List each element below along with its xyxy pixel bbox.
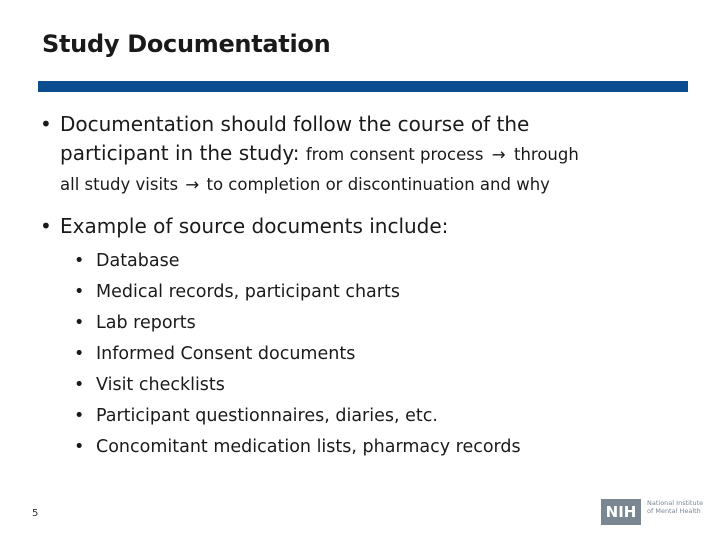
list-item xyxy=(74,277,521,308)
list-item-label: Concomitant medication lists, pharmacy records xyxy=(96,437,521,457)
bullet-line-2-main: participant in the study: xyxy=(60,141,300,165)
bullet-line-3-b: to completion or discontinuation and why xyxy=(206,175,550,194)
list-item xyxy=(74,370,521,401)
bullet-dot: • xyxy=(74,251,85,271)
title-underline-bar xyxy=(38,81,688,92)
list-item xyxy=(74,432,521,463)
bullet-line-3-a: all study visits xyxy=(60,175,179,194)
bullet-line-2-small-a: from consent process xyxy=(305,145,484,164)
list-item-label: Visit checklists xyxy=(96,375,225,395)
bullet-line-2-small-b: through xyxy=(513,145,579,164)
arrow-icon: → xyxy=(185,175,200,194)
bullet-dot: • xyxy=(74,313,85,333)
list-item-label: Participant questionnaires, diaries, etc. xyxy=(96,406,438,426)
bullet-line-1: Documentation should follow the course of the xyxy=(60,112,530,136)
list-item xyxy=(74,308,521,339)
list-item xyxy=(74,339,521,370)
list-item-label: Medical records, participant charts xyxy=(96,282,400,302)
nih-logo-box: NIH xyxy=(601,499,641,525)
nimh-logo xyxy=(601,497,711,527)
list-item-label: Lab reports xyxy=(96,313,196,333)
bullet-dot: • xyxy=(40,112,52,136)
list-item xyxy=(74,246,521,277)
bullet-source-documents-text: Example of source documents include: xyxy=(60,214,449,238)
page-number: 5 xyxy=(32,508,39,519)
bullet-dot: • xyxy=(74,282,85,302)
list-item-label: Database xyxy=(96,251,180,271)
bullet-line-2 xyxy=(60,139,579,169)
bullet-dot: • xyxy=(74,375,85,395)
source-documents-list xyxy=(74,246,521,463)
list-item-label: Informed Consent documents xyxy=(96,344,356,364)
bullet-dot: • xyxy=(74,344,85,364)
bullet-dot: • xyxy=(74,437,85,457)
bullet-dot: • xyxy=(74,406,85,426)
bullet-line-3 xyxy=(60,170,550,199)
bullet-dot: • xyxy=(40,214,52,238)
list-item xyxy=(74,401,521,432)
institute-name: National Institute of Mental Health xyxy=(647,499,704,515)
arrow-icon: → xyxy=(491,145,506,164)
slide-title: Study Documentation xyxy=(42,30,331,58)
